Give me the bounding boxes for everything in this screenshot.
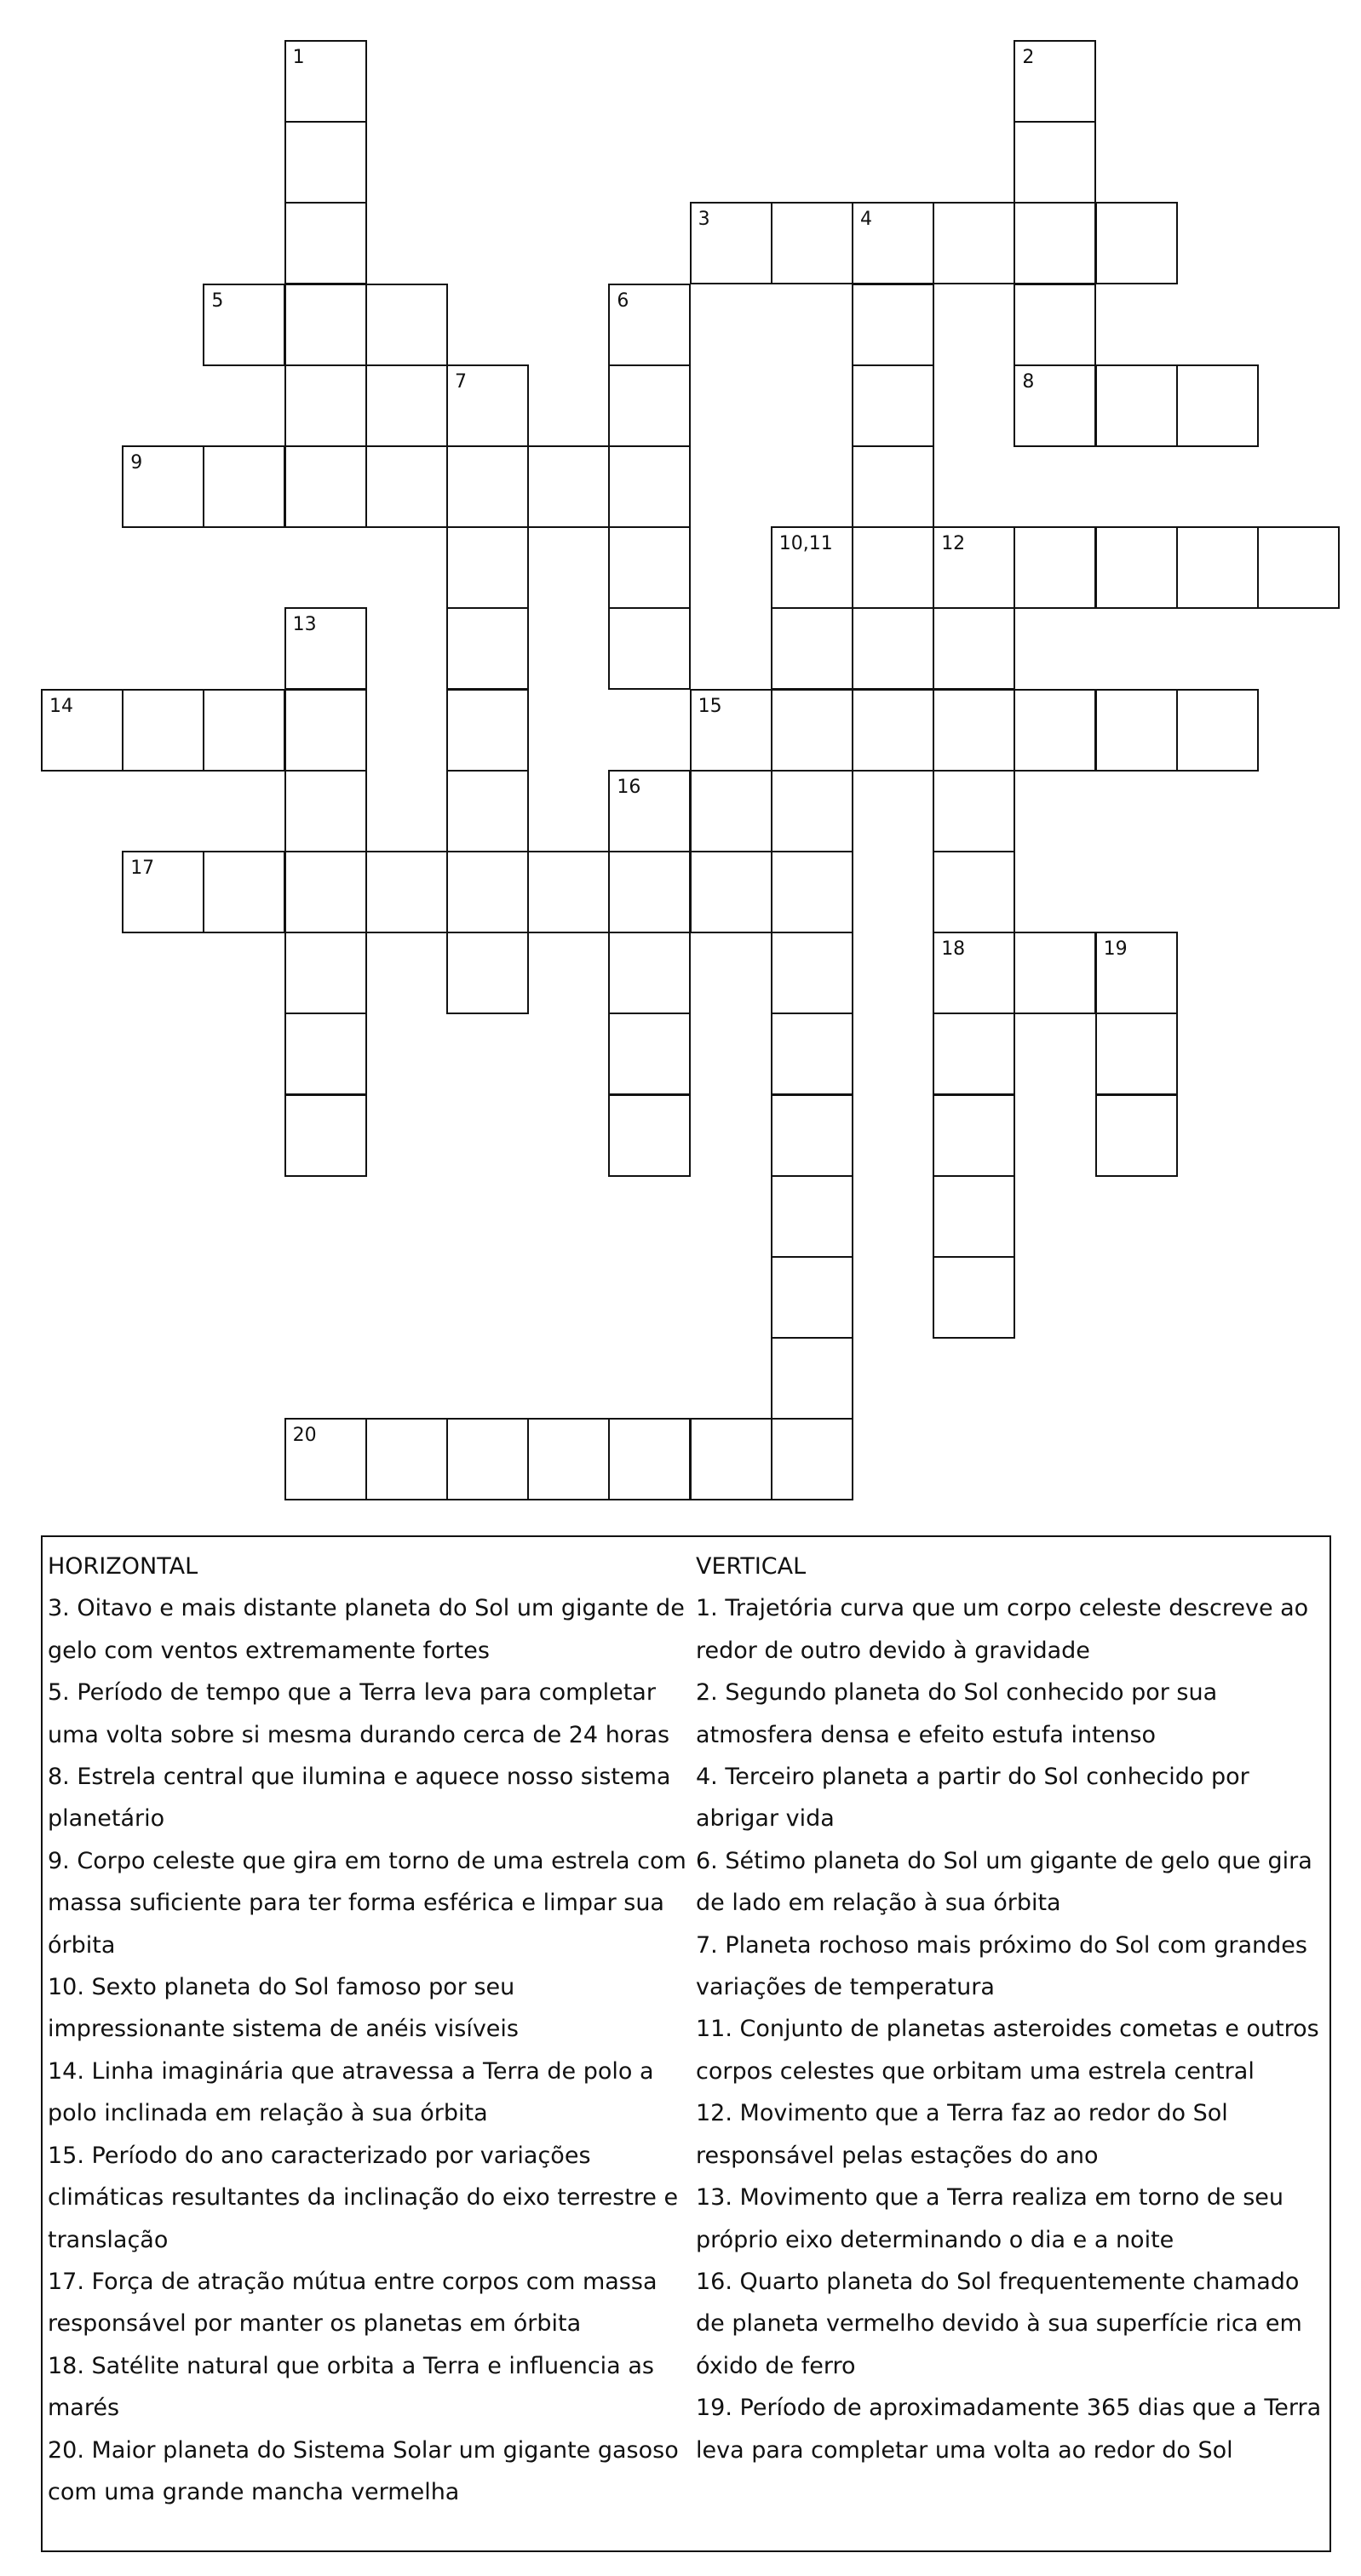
crossword-cell[interactable] bbox=[852, 689, 934, 772]
crossword-cell[interactable] bbox=[690, 202, 772, 284]
clue-number: 7 bbox=[455, 370, 467, 393]
clue-number: 15 bbox=[698, 695, 722, 717]
crossword-cell[interactable] bbox=[608, 284, 691, 366]
clue-number: 14 bbox=[49, 695, 73, 717]
horizontal-clues-column bbox=[48, 1546, 693, 2513]
vertical-clue: 2. Segundo planeta do Sol conhecido por sua atmosfera densa e efeito estufa intenso bbox=[696, 1679, 1218, 1748]
vertical-clue: 1. Trajetória curva que um corpo celeste descreve ao redor de outro devido à gravidade bbox=[696, 1595, 1309, 1664]
horizontal-clue: 9. Corpo celeste que gira em torno de uma estrela com massa suficiente para ter forma esférica e limpar sua órbita bbox=[48, 1847, 686, 1959]
crossword-cell[interactable] bbox=[933, 526, 1015, 609]
crossword-cell[interactable] bbox=[446, 526, 529, 609]
clues-box bbox=[41, 1535, 1331, 2552]
crossword-cell[interactable] bbox=[284, 40, 367, 123]
crossword-cell[interactable] bbox=[771, 770, 853, 852]
crossword-cell[interactable] bbox=[284, 770, 367, 852]
crossword-cell[interactable] bbox=[446, 607, 529, 690]
crossword-cell[interactable] bbox=[1014, 689, 1096, 772]
vertical-clue: 11. Conjunto de planetas asteroides cometas e outros corpos celestes que orbitam uma estrela central bbox=[696, 2016, 1319, 2085]
crossword-cell[interactable] bbox=[690, 851, 772, 933]
crossword-cell[interactable] bbox=[1014, 364, 1096, 447]
crossword-cell[interactable] bbox=[284, 851, 367, 933]
crossword-cell[interactable] bbox=[933, 1175, 1015, 1258]
crossword-cell[interactable] bbox=[1257, 526, 1340, 609]
crossword-cell[interactable] bbox=[122, 851, 204, 933]
clue-number: 3 bbox=[698, 209, 710, 231]
crossword-cell[interactable] bbox=[608, 607, 691, 690]
clue-number: 1 bbox=[292, 47, 305, 68]
crossword-cell[interactable] bbox=[771, 1256, 853, 1339]
horizontal-clue: 17. Força de atração mútua entre corpos com massa responsável por manter os planetas em órbita bbox=[48, 2268, 658, 2338]
crossword-cell[interactable] bbox=[41, 689, 123, 772]
horizontal-clue: 10. Sexto planeta do Sol famoso por seu impressionante sistema de anéis visíveis bbox=[48, 1974, 519, 2043]
vertical-clue: 12. Movimento que a Terra faz ao redor do Sol responsável pelas estações do ano bbox=[696, 2100, 1228, 2169]
crossword-cell[interactable] bbox=[365, 851, 448, 933]
crossword-cell[interactable] bbox=[1095, 526, 1178, 609]
crossword-cell[interactable] bbox=[1095, 364, 1178, 447]
crossword-cell[interactable] bbox=[1095, 1013, 1178, 1095]
vertical-clue: 6. Sétimo planeta do Sol um gigante de gelo que gira de lado em relação à sua órbita bbox=[696, 1847, 1312, 1917]
clue-number: 5 bbox=[211, 290, 224, 312]
crossword-cell[interactable] bbox=[608, 526, 691, 609]
clue-number: 2 bbox=[1022, 47, 1035, 68]
crossword-cell[interactable] bbox=[284, 689, 367, 772]
crossword-cell[interactable] bbox=[690, 770, 772, 852]
crossword-cell[interactable] bbox=[365, 445, 448, 528]
crossword-cell[interactable] bbox=[365, 364, 448, 447]
crossword-cell[interactable] bbox=[608, 851, 691, 933]
crossword-cell[interactable] bbox=[284, 364, 367, 447]
crossword-cell[interactable] bbox=[852, 607, 934, 690]
clue-number: 18 bbox=[941, 938, 966, 961]
crossword-cell[interactable] bbox=[771, 851, 853, 933]
horizontal-heading: HORIZONTAL bbox=[48, 1553, 198, 1580]
crossword-cell[interactable] bbox=[1014, 121, 1096, 204]
crossword-cell[interactable] bbox=[852, 284, 934, 366]
crossword-cell[interactable] bbox=[852, 202, 934, 284]
crossword-cell[interactable] bbox=[933, 1013, 1015, 1095]
horizontal-clue: 14. Linha imaginária que atravessa a Terra de polo a polo inclinada em relação à sua órbita bbox=[48, 2057, 654, 2127]
crossword-cell[interactable] bbox=[608, 364, 691, 447]
crossword-cell[interactable] bbox=[608, 770, 691, 852]
crossword-cell[interactable] bbox=[771, 607, 853, 690]
crossword-cell[interactable] bbox=[933, 202, 1015, 284]
crossword-cell[interactable] bbox=[771, 1175, 853, 1258]
crossword-cell[interactable] bbox=[284, 284, 367, 366]
crossword-cell[interactable] bbox=[1095, 1094, 1178, 1177]
crossword-cell[interactable] bbox=[852, 526, 934, 609]
horizontal-clue: 8. Estrela central que ilumina e aquece nosso sistema planetário bbox=[48, 1764, 671, 1833]
crossword-cell[interactable] bbox=[284, 1094, 367, 1177]
crossword-cell[interactable] bbox=[608, 445, 691, 528]
crossword-cell[interactable] bbox=[608, 1418, 691, 1500]
crossword-cell[interactable] bbox=[1014, 202, 1096, 284]
crossword-cell[interactable] bbox=[933, 607, 1015, 690]
crossword-cell[interactable] bbox=[608, 1013, 691, 1095]
crossword-cell[interactable] bbox=[365, 1418, 448, 1500]
crossword-cell[interactable] bbox=[1014, 932, 1096, 1014]
clue-number: 13 bbox=[292, 614, 317, 636]
crossword-cell[interactable] bbox=[446, 364, 529, 447]
crossword-cell[interactable] bbox=[284, 1418, 367, 1500]
clue-number: 16 bbox=[617, 776, 641, 798]
crossword-cell[interactable] bbox=[446, 445, 529, 528]
crossword-cell[interactable] bbox=[1095, 202, 1178, 284]
crossword-cell[interactable] bbox=[771, 202, 853, 284]
crossword-cell[interactable] bbox=[933, 689, 1015, 772]
crossword-cell[interactable] bbox=[203, 445, 285, 528]
crossword-cell[interactable] bbox=[608, 932, 691, 1014]
vertical-clue: 4. Terceiro planeta a partir do Sol conhecido por abrigar vida bbox=[696, 1764, 1249, 1833]
vertical-clue: 19. Período de aproximadamente 365 dias que a Terra leva para completar uma volta ao redor do Sol bbox=[696, 2395, 1322, 2464]
horizontal-clue: 15. Período do ano caracterizado por variações climáticas resultantes da inclinação do eixo terrestre e translação bbox=[48, 2142, 679, 2253]
clue-number: 6 bbox=[617, 290, 629, 312]
horizontal-clue: 20. Maior planeta do Sistema Solar um gigante gasoso com uma grande mancha vermelha bbox=[48, 2436, 679, 2505]
clue-number: 4 bbox=[860, 209, 872, 231]
crossword-cell[interactable] bbox=[527, 851, 610, 933]
crossword-cell[interactable] bbox=[1014, 284, 1096, 366]
crossword-cell[interactable] bbox=[284, 1013, 367, 1095]
crossword-cell[interactable] bbox=[771, 689, 853, 772]
crossword-cell[interactable] bbox=[284, 607, 367, 690]
crossword-cell[interactable] bbox=[284, 202, 367, 284]
crossword-cell[interactable] bbox=[284, 445, 367, 528]
crossword-cell[interactable] bbox=[933, 770, 1015, 852]
vertical-heading: VERTICAL bbox=[696, 1553, 807, 1580]
crossword-cell[interactable] bbox=[1014, 40, 1096, 123]
crossword-cell[interactable] bbox=[1176, 364, 1259, 447]
crossword-cell[interactable] bbox=[1176, 689, 1259, 772]
crossword-cell[interactable] bbox=[852, 364, 934, 447]
crossword-cell[interactable] bbox=[771, 1418, 853, 1500]
crossword-cell[interactable] bbox=[122, 689, 204, 772]
crossword-cell[interactable] bbox=[203, 689, 285, 772]
crossword-cell[interactable] bbox=[527, 1418, 610, 1500]
crossword-cell[interactable] bbox=[284, 121, 367, 204]
horizontal-clue: 3. Oitavo e mais distante planeta do Sol um gigante de gelo com ventos extremamente fortes bbox=[48, 1595, 685, 1664]
vertical-clue: 7. Planeta rochoso mais próximo do Sol com grandes variações de temperatura bbox=[696, 1931, 1307, 2001]
crossword-cell[interactable] bbox=[771, 526, 853, 609]
crossword-cell[interactable] bbox=[771, 1337, 853, 1420]
crossword-cell[interactable] bbox=[690, 689, 772, 772]
clue-number: 19 bbox=[1103, 938, 1128, 961]
vertical-clues-column bbox=[696, 1546, 1328, 2471]
clue-number: 17 bbox=[130, 858, 155, 879]
crossword-cell[interactable] bbox=[608, 1094, 691, 1177]
horizontal-clue: 18. Satélite natural que orbita a Terra e influencia as marés bbox=[48, 2352, 654, 2422]
crossword-cell[interactable] bbox=[933, 1094, 1015, 1177]
vertical-clue: 13. Movimento que a Terra realiza em torno de seu próprio eixo determinando o dia e a noite bbox=[696, 2184, 1284, 2253]
crossword-cell[interactable] bbox=[446, 689, 529, 772]
crossword-cell[interactable] bbox=[446, 851, 529, 933]
crossword-cell[interactable] bbox=[446, 770, 529, 852]
crossword-cell[interactable] bbox=[852, 445, 934, 528]
vertical-clue: 16. Quarto planeta do Sol frequentemente chamado de planeta vermelho devido à sua superfície rica em óxido de ferro bbox=[696, 2268, 1302, 2379]
crossword-cell[interactable] bbox=[771, 1094, 853, 1177]
crossword-cell[interactable] bbox=[933, 1256, 1015, 1339]
crossword-cell[interactable] bbox=[1176, 526, 1259, 609]
crossword-cell[interactable] bbox=[933, 851, 1015, 933]
crossword-cell[interactable] bbox=[284, 932, 367, 1014]
crossword-cell[interactable] bbox=[446, 1418, 529, 1500]
clue-number: 12 bbox=[941, 533, 966, 555]
crossword-cell[interactable] bbox=[1095, 689, 1178, 772]
crossword-cell[interactable] bbox=[933, 932, 1015, 1014]
clue-number: 20 bbox=[292, 1425, 317, 1447]
crossword-cell[interactable] bbox=[446, 932, 529, 1014]
crossword-cell[interactable] bbox=[122, 445, 204, 528]
crossword-cell[interactable] bbox=[771, 932, 853, 1014]
clue-number: 9 bbox=[130, 452, 143, 473]
crossword-cell[interactable] bbox=[527, 445, 610, 528]
crossword-cell[interactable] bbox=[1095, 932, 1178, 1014]
crossword-cell[interactable] bbox=[203, 851, 285, 933]
crossword-cell[interactable] bbox=[203, 284, 285, 366]
clue-number: 8 bbox=[1022, 370, 1035, 393]
clue-number: 10,11 bbox=[778, 533, 833, 555]
crossword-cell[interactable] bbox=[365, 284, 448, 366]
horizontal-clue: 5. Período de tempo que a Terra leva para completar uma volta sobre si mesma durando cerca de 24 horas bbox=[48, 1679, 670, 1748]
crossword-cell[interactable] bbox=[1014, 526, 1096, 609]
crossword-cell[interactable] bbox=[690, 1418, 772, 1500]
crossword-cell[interactable] bbox=[771, 1013, 853, 1095]
